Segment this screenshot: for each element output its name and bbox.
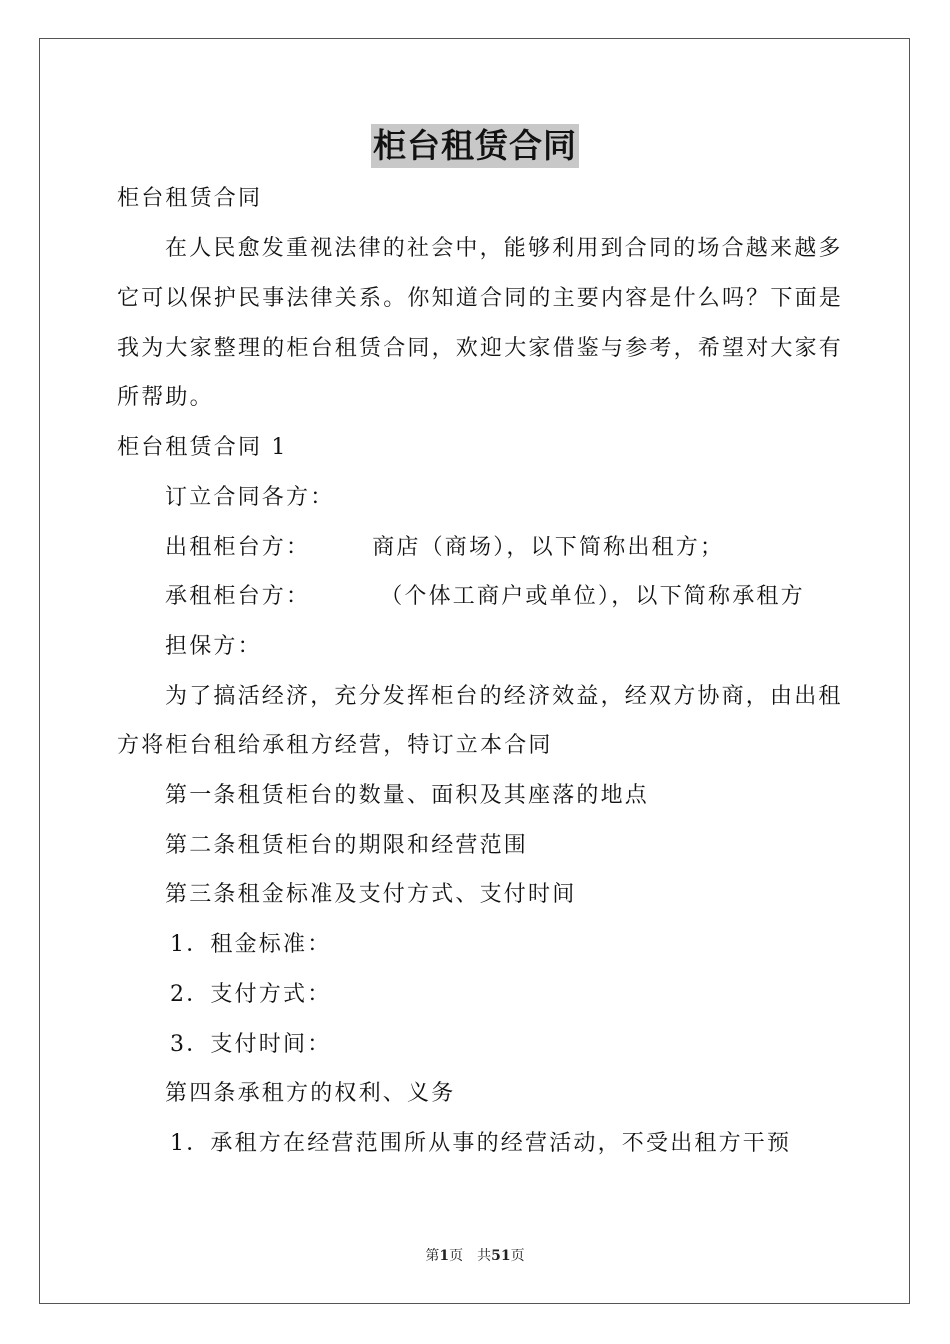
footer-total-prefix: 共	[477, 1248, 492, 1264]
intro-line-1: 在人民愈发重视法律的社会中，能够利用到合同的场合越来越多	[165, 236, 843, 261]
intro-line-2: 它可以保护民事法律关系。你知道合同的主要内容是什么吗？下面是	[117, 286, 844, 311]
article-3-item-3: 3．支付时间：	[170, 1032, 332, 1057]
article-4-item-1: 1．承租方在经营范围所从事的经营活动，不受出租方干预	[170, 1131, 792, 1156]
footer-total-suffix: 页	[510, 1248, 525, 1264]
page-footer	[0, 1246, 950, 1266]
purpose-line-2: 方将柜台租给承租方经营，特订立本合同	[117, 733, 553, 758]
document-title: 柜台租赁合同	[371, 124, 579, 168]
article-3-item-1: 1．租金标准：	[170, 932, 332, 957]
article-3-item-2: 2．支付方式：	[170, 982, 332, 1007]
lessor-desc: 商店（商场），以下简称出租方；	[372, 535, 725, 560]
intro-line-3: 我为大家整理的柜台租赁合同，欢迎大家借鉴与参考，希望对大家有	[117, 336, 844, 361]
footer-page-suffix: 页	[449, 1248, 464, 1264]
article-1: 第一条租赁柜台的数量、面积及其座落的地点	[165, 783, 650, 808]
lessee-label: 承租柜台方：	[165, 584, 311, 609]
article-4: 第四条承租方的权利、义务	[165, 1081, 456, 1106]
footer-page-number: 1	[439, 1248, 450, 1264]
page-border	[39, 38, 910, 1304]
article-3: 第三条租金标准及支付方式、支付时间	[165, 882, 577, 907]
title-container	[0, 124, 950, 168]
subtitle-line: 柜台租赁合同	[117, 186, 263, 211]
lessor-label: 出租柜台方：	[165, 535, 311, 560]
article-2: 第二条租赁柜台的期限和经营范围	[165, 833, 529, 858]
guarantor-line: 担保方：	[165, 634, 262, 659]
contract-heading: 柜台租赁合同 1	[117, 435, 288, 460]
parties-heading: 订立合同各方：	[165, 485, 335, 510]
lessor-line	[165, 533, 885, 563]
lessee-line	[165, 582, 885, 612]
purpose-line-1: 为了搞活经济，充分发挥柜台的经济效益，经双方协商，由出租	[165, 684, 843, 709]
lessee-desc: （个体工商户或单位），以下简称承租方	[380, 584, 805, 609]
intro-line-4: 所帮助。	[117, 385, 214, 410]
footer-total-pages: 51	[491, 1248, 511, 1264]
footer-page-prefix: 第	[425, 1248, 440, 1264]
